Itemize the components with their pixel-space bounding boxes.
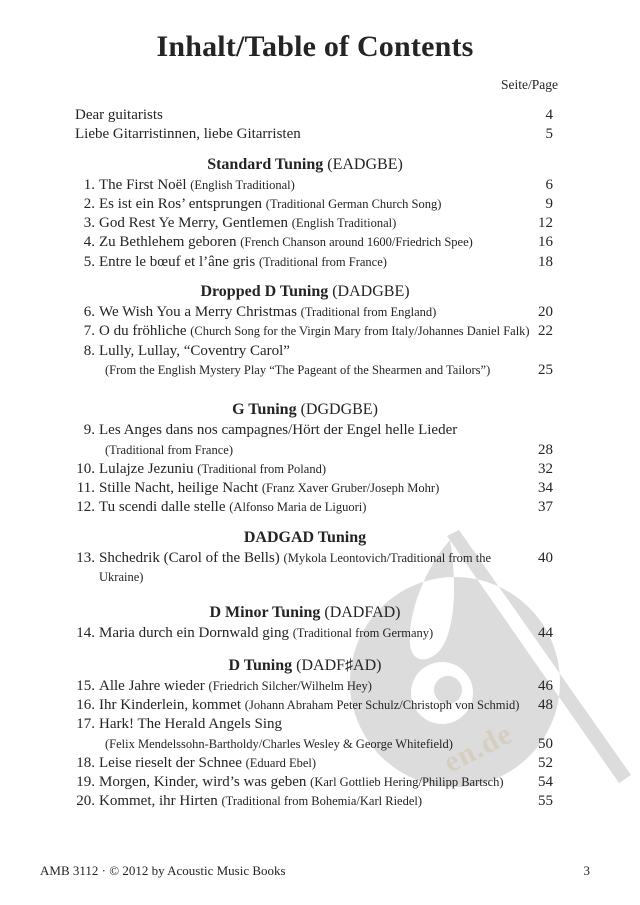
entry-title-text: Shchedrik (Carol of the Bells) bbox=[99, 549, 280, 566]
entry-number: 6. bbox=[83, 304, 95, 321]
entry-credit: (Church Song for the Virgin Mary from Italy/Johannes Daniel Falk) bbox=[190, 324, 530, 339]
section-heading-name: Dropped D Tuning bbox=[200, 283, 329, 301]
entry-credit: (Friedrich Silcher/Wilhelm Hey) bbox=[208, 678, 372, 693]
entry-page-number: 37 bbox=[538, 499, 553, 516]
toc-entry bbox=[57, 176, 553, 195]
entry-title bbox=[99, 322, 530, 341]
footer bbox=[40, 863, 590, 879]
entry-title bbox=[99, 549, 532, 588]
entry-title-text: God Rest Ye Merry, Gentlemen bbox=[99, 215, 289, 232]
entry-credit: (Mykola Leontovich/Traditional from the Ukraine) bbox=[99, 550, 492, 585]
entry-page-number: 40 bbox=[538, 549, 553, 566]
entry-title-text: Entre le bœuf et l’âne gris bbox=[99, 253, 256, 270]
entry-number: 12. bbox=[76, 499, 95, 516]
toc-entry bbox=[57, 754, 553, 773]
footer-page-number: 3 bbox=[583, 863, 590, 878]
entry-credit: (Karl Gottlieb Hering/Philipp Bartsch) bbox=[310, 775, 504, 790]
toc-entry bbox=[57, 195, 553, 214]
toc-entry bbox=[57, 715, 553, 734]
entry-title bbox=[99, 303, 436, 322]
watermark-text: en.de bbox=[438, 716, 518, 780]
entry-title-text: Es ist ein Ros’ entsprungen bbox=[99, 195, 263, 212]
entry-title-text: Kommet, ihr Hirten bbox=[99, 793, 218, 810]
entry-title bbox=[99, 696, 519, 715]
footer-imprint: AMB 3112 · © 2012 by Acoustic Music Books bbox=[40, 863, 286, 878]
entry-title bbox=[99, 195, 441, 214]
toc-entry-continuation bbox=[57, 441, 553, 460]
entry-title bbox=[105, 361, 490, 380]
entry-number: 3. bbox=[83, 215, 95, 232]
section-heading-tuning: (DADF♯AD) bbox=[296, 656, 382, 674]
entry-title-text: Leise rieselt der Schnee bbox=[99, 754, 242, 771]
entry-page-number: 46 bbox=[538, 677, 553, 694]
entry-page-number: 52 bbox=[538, 754, 553, 771]
entry-page-number: 54 bbox=[538, 774, 553, 791]
entry-title bbox=[99, 214, 396, 233]
entry-page-number: 16 bbox=[538, 234, 553, 251]
entry-title-text: Maria durch ein Dornwald ging bbox=[99, 625, 289, 642]
toc-entry bbox=[57, 479, 553, 498]
entry-page-number: 28 bbox=[538, 441, 553, 458]
page-title: Inhalt/Table of Contents bbox=[156, 30, 474, 63]
entry-credit: (Traditional from Poland) bbox=[197, 461, 326, 476]
toc-entry bbox=[57, 624, 553, 643]
entry-page-number: 4 bbox=[545, 107, 553, 123]
toc-entry bbox=[57, 342, 553, 361]
entry-credit: (English Traditional) bbox=[291, 216, 397, 231]
entry-number: 8. bbox=[83, 342, 95, 359]
entry-number: 1. bbox=[83, 176, 95, 193]
entry-title-text: Zu Bethlehem geboren bbox=[99, 234, 237, 251]
entry-title bbox=[99, 624, 433, 643]
intro-row bbox=[57, 106, 553, 125]
toc-entry bbox=[57, 498, 553, 517]
entry-number: 5. bbox=[83, 253, 95, 270]
entry-credit: (Franz Xaver Gruber/Joseph Mohr) bbox=[261, 481, 440, 496]
entry-title bbox=[99, 479, 439, 498]
section-heading-name: DADGAD Tuning bbox=[243, 528, 367, 546]
entry-number: 4. bbox=[83, 234, 95, 251]
entry-title bbox=[99, 421, 457, 440]
toc-entry bbox=[57, 677, 553, 696]
entry-title-text: Hark! The Herald Angels Sing bbox=[99, 716, 283, 733]
entry-page-number: 44 bbox=[538, 625, 553, 642]
entry-credit: (Traditional from Germany) bbox=[292, 626, 434, 641]
entry-credit: (Felix Mendelssohn-Bartholdy/Charles Wesley & George Whitefield) bbox=[105, 736, 453, 751]
toc-entry-continuation bbox=[57, 735, 553, 754]
entry-title-text: O du fröhliche bbox=[99, 323, 187, 340]
section-heading-name: D Minor Tuning bbox=[209, 604, 321, 622]
entry-credit: (Traditional German Church Song) bbox=[265, 196, 442, 211]
entry-number: 19. bbox=[76, 774, 95, 791]
toc-entry bbox=[57, 253, 553, 272]
entry-page-number: 48 bbox=[538, 696, 553, 713]
entry-title-text: Les Anges dans nos campagnes/Hört der Engel helle Lieder bbox=[99, 422, 458, 439]
entry-number: 15. bbox=[76, 677, 95, 694]
entry-number: 10. bbox=[76, 460, 95, 477]
entry-title bbox=[99, 253, 387, 272]
entry-number: 17. bbox=[76, 716, 95, 733]
entry-title-text: Alle Jahre wieder bbox=[99, 677, 205, 694]
page-column-header: Seite/Page bbox=[501, 77, 558, 92]
entry-number: 7. bbox=[83, 323, 95, 340]
section-heading-tuning: (EADGBE) bbox=[327, 155, 403, 173]
entry-title-text: Morgen, Kinder, wird’s was geben bbox=[99, 774, 307, 791]
toc-entry-continuation bbox=[57, 361, 553, 380]
entry-credit: (Alfonso Maria de Liguori) bbox=[229, 500, 367, 515]
entry-title bbox=[99, 233, 473, 252]
section-heading bbox=[57, 282, 553, 302]
toc-entry bbox=[57, 303, 553, 322]
entry-credit: (Traditional from France) bbox=[258, 254, 387, 269]
toc-entry bbox=[57, 460, 553, 479]
toc-entry bbox=[57, 233, 553, 252]
toc-entry bbox=[57, 549, 553, 588]
section-heading-name: G Tuning bbox=[232, 401, 297, 419]
entry-title-text: Lully, Lullay, “Coventry Carol” bbox=[99, 342, 290, 359]
entry-page-number: 20 bbox=[538, 304, 553, 321]
entry-credit: (From the English Mystery Play “The Pageant of the Shearmen and Tailors”) bbox=[105, 362, 491, 377]
entry-title-text: Ihr Kinderlein, kommet bbox=[99, 696, 242, 713]
section-heading bbox=[57, 400, 553, 420]
entry-title-text: We Wish You a Merry Christmas bbox=[99, 304, 297, 321]
entry-page-number: 55 bbox=[538, 793, 553, 810]
entry-credit: (French Chanson around 1600/Friedrich Spee) bbox=[240, 235, 473, 250]
entry-title-text: Dear guitarists bbox=[75, 107, 163, 123]
entry-title-text: Lulajze Jezuniu bbox=[99, 460, 194, 477]
entry-credit: (Johann Abraham Peter Schulz/Christoph von Schmid) bbox=[244, 697, 520, 712]
toc-section bbox=[57, 400, 553, 517]
entry-title-text: Tu scendi dalle stelle bbox=[99, 499, 226, 516]
entry-number: 11. bbox=[76, 480, 95, 497]
toc-section bbox=[57, 282, 553, 380]
toc-section bbox=[57, 528, 553, 588]
entry-number: 9. bbox=[83, 422, 95, 439]
entry-title bbox=[105, 735, 453, 754]
entry-number: 16. bbox=[76, 696, 95, 713]
toc-entry bbox=[57, 421, 553, 440]
entry-credit: (English Traditional) bbox=[190, 177, 295, 192]
toc-entry bbox=[57, 792, 553, 811]
toc-section bbox=[57, 603, 553, 643]
entry-credit: (Eduard Ebel) bbox=[245, 755, 317, 770]
entry-page-number: 32 bbox=[538, 460, 553, 477]
entry-credit: (Traditional from England) bbox=[300, 305, 437, 320]
entry-page-number: 5 bbox=[545, 126, 553, 143]
entry-title bbox=[99, 677, 372, 696]
entry-number: 13. bbox=[76, 549, 95, 566]
entry-number: 14. bbox=[76, 625, 95, 642]
entry-number: 20. bbox=[76, 793, 95, 810]
entry-title bbox=[105, 441, 233, 460]
entry-title bbox=[99, 176, 295, 195]
section-heading-name: Standard Tuning bbox=[207, 155, 324, 173]
section-heading-tuning: (DGDGBE) bbox=[300, 401, 378, 419]
entry-page-number: 22 bbox=[538, 323, 553, 340]
entry-credit: (Traditional from Bohemia/Karl Riedel) bbox=[221, 794, 423, 809]
entry-page-number: 34 bbox=[538, 480, 553, 497]
section-heading bbox=[57, 603, 553, 623]
entry-page-number: 6 bbox=[545, 176, 553, 193]
entry-title bbox=[99, 498, 366, 517]
toc-section bbox=[57, 656, 553, 812]
section-heading bbox=[57, 528, 553, 548]
toc-entry bbox=[57, 322, 553, 341]
entry-page-number: 9 bbox=[545, 195, 553, 212]
entry-credit: (Traditional from France) bbox=[105, 442, 233, 457]
entry-page-number: 25 bbox=[538, 361, 553, 378]
section-heading bbox=[57, 656, 553, 676]
entry-title bbox=[99, 773, 504, 792]
entry-number: 2. bbox=[83, 195, 95, 212]
entry-page-number: 12 bbox=[538, 215, 553, 232]
toc-entry bbox=[57, 214, 553, 233]
entry-title bbox=[99, 754, 316, 773]
entry-title-text: The First Noël bbox=[99, 176, 187, 193]
entry-title bbox=[99, 460, 326, 479]
entry-title bbox=[99, 715, 282, 734]
entry-number: 18. bbox=[76, 754, 95, 771]
toc-section bbox=[57, 155, 553, 272]
entry-title bbox=[99, 342, 290, 361]
section-heading bbox=[57, 155, 553, 175]
toc-entry bbox=[57, 773, 553, 792]
section-heading-name: D Tuning bbox=[228, 656, 293, 674]
entry-title-text: Liebe Gitarristinnen, liebe Gitarristen bbox=[75, 126, 301, 143]
entry-title-text: Stille Nacht, heilige Nacht bbox=[99, 480, 259, 497]
toc-entry bbox=[57, 696, 553, 715]
entry-title bbox=[75, 106, 163, 125]
entry-page-number: 50 bbox=[538, 735, 553, 752]
intro-row bbox=[57, 125, 553, 144]
section-heading-tuning: (DADFAD) bbox=[324, 604, 401, 622]
section-heading-tuning: (DADGBE) bbox=[332, 283, 410, 301]
entry-title bbox=[99, 792, 422, 811]
toc-content bbox=[0, 106, 640, 812]
entry-page-number: 18 bbox=[538, 253, 553, 270]
entry-title bbox=[75, 125, 301, 144]
